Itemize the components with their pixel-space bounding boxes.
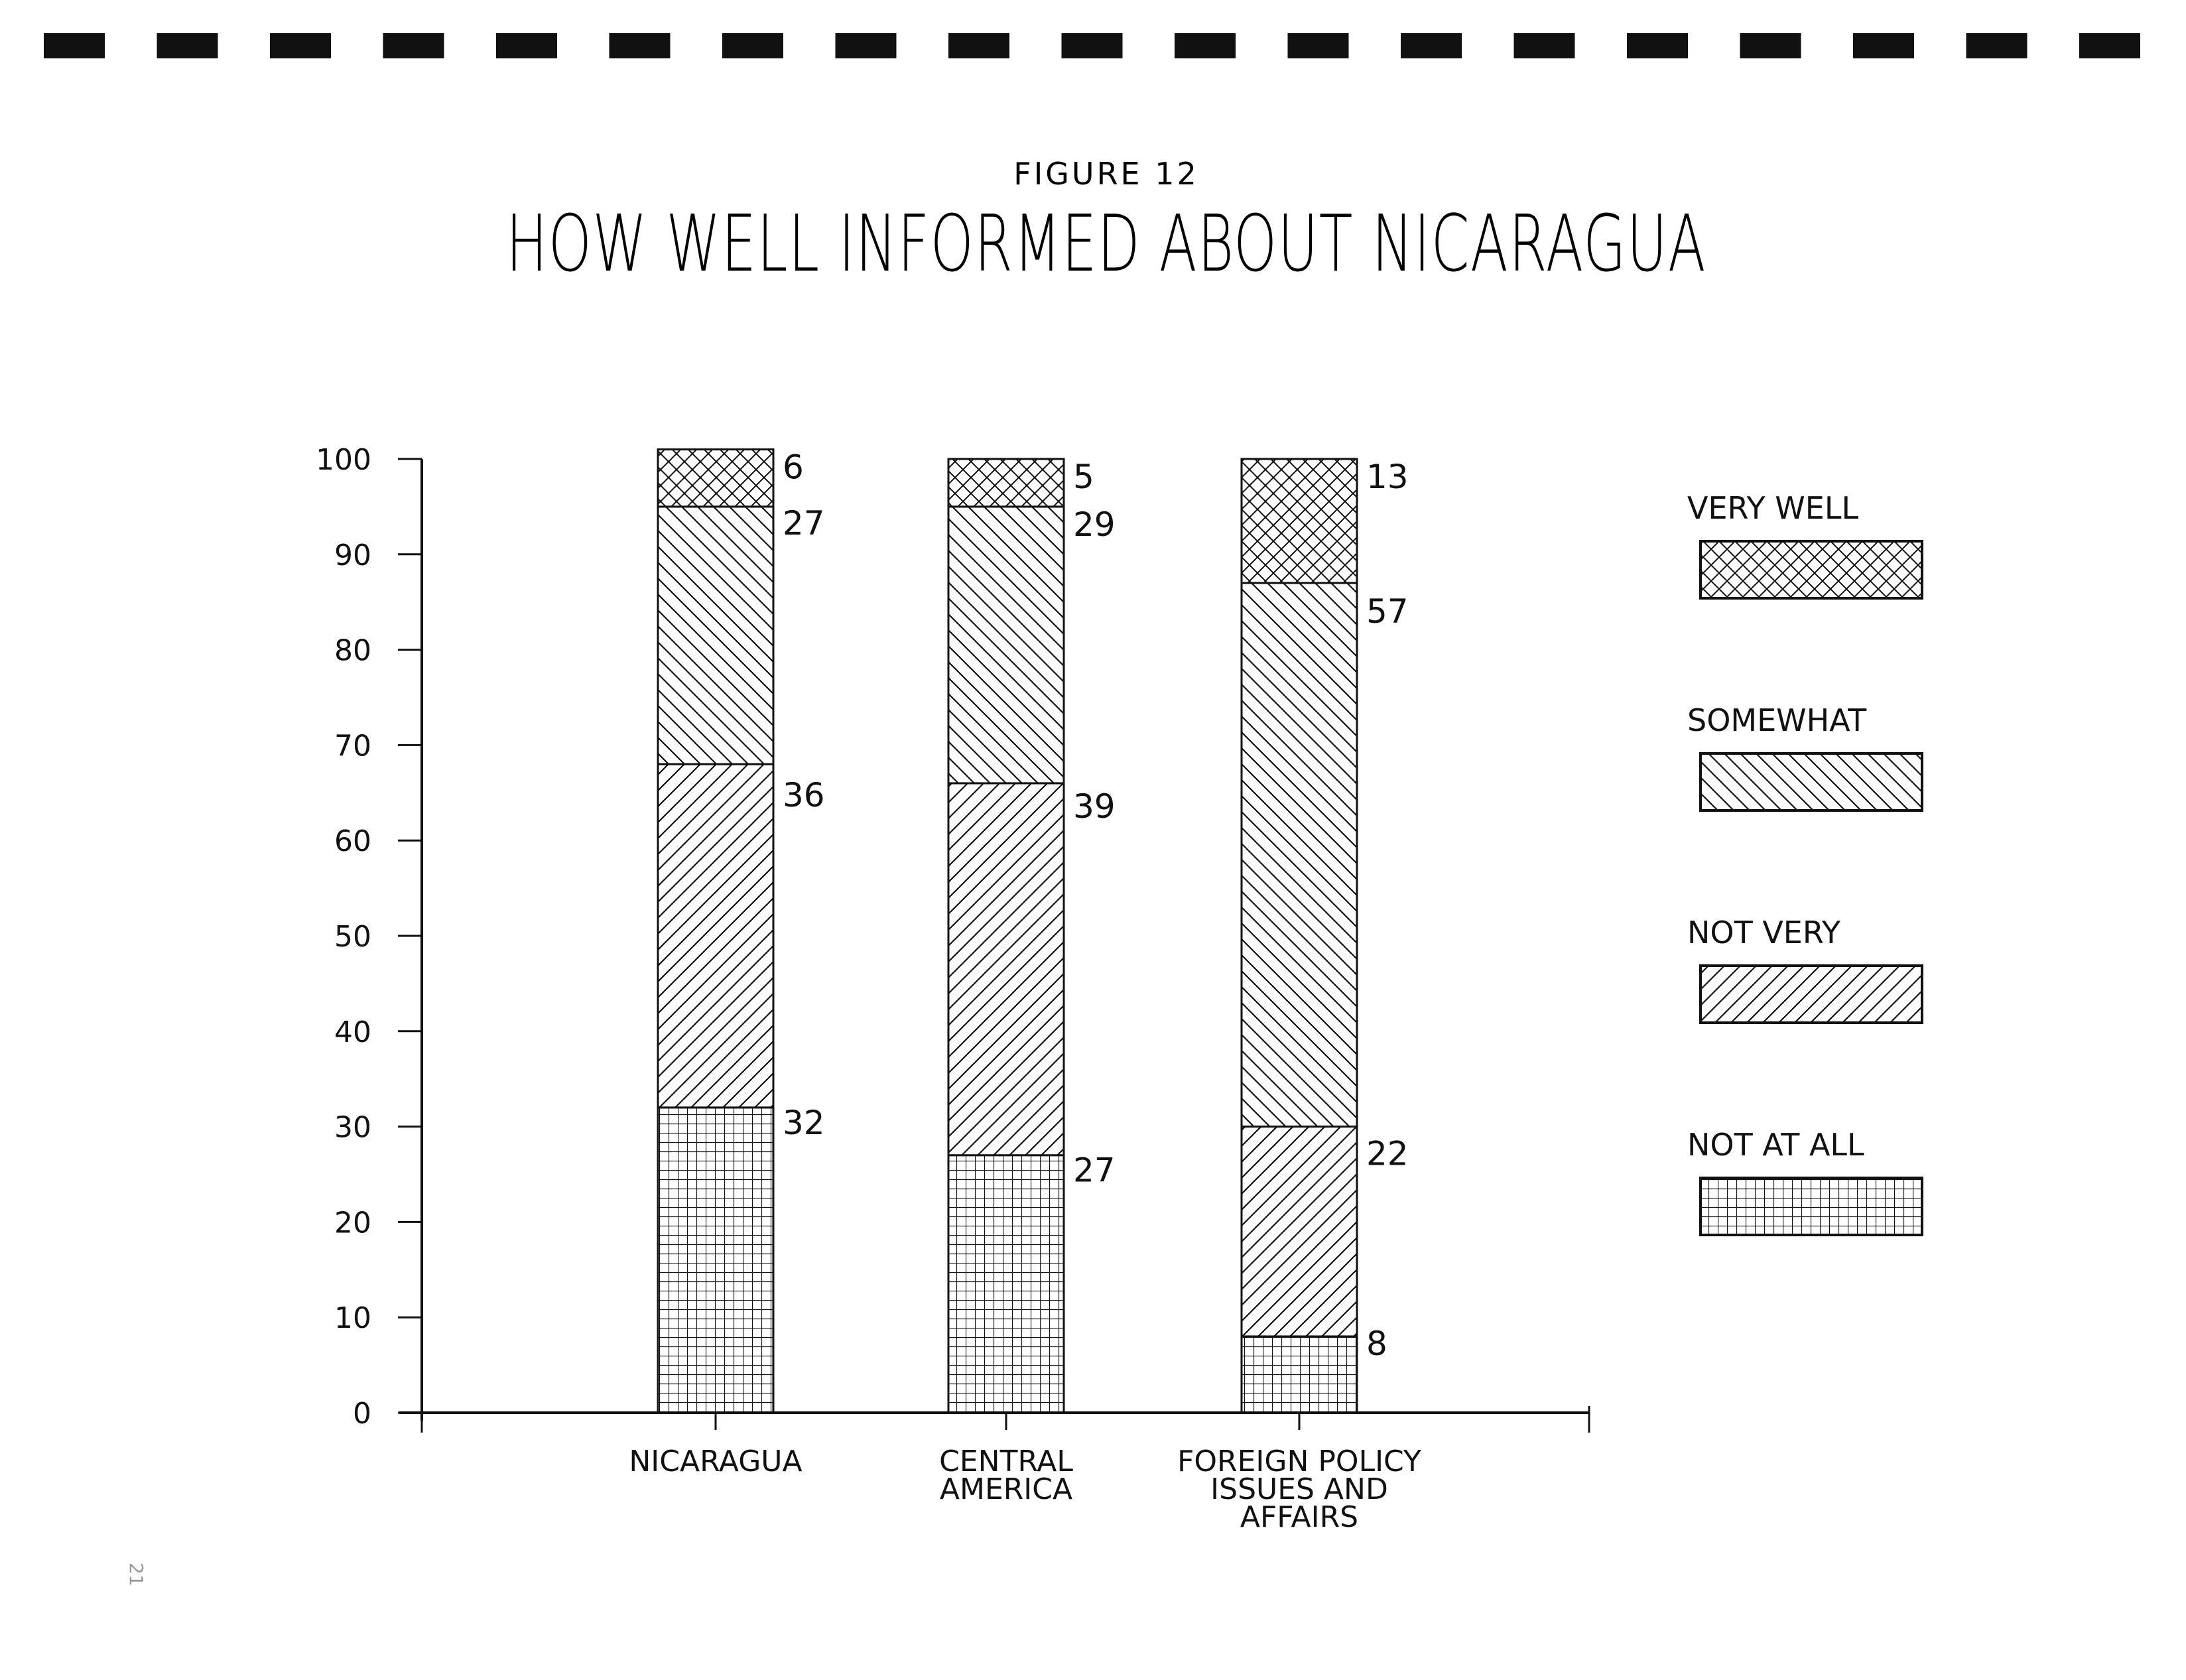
sprocket-hole <box>1627 33 1688 58</box>
bar-segment <box>948 459 1064 507</box>
value-label: 13 <box>1366 458 1409 496</box>
y-tick-label: 10 <box>334 1301 371 1336</box>
page-mark: 21 <box>125 1563 147 1586</box>
bar-segment <box>658 1108 773 1413</box>
sprocket-hole <box>496 33 557 58</box>
category-label: AMERICA <box>939 1472 1073 1506</box>
sprocket-hole <box>610 33 671 58</box>
legend-label: SOMEWHAT <box>1687 702 1867 738</box>
value-label: 27 <box>783 503 825 543</box>
value-label: 6 <box>783 448 804 487</box>
legend <box>1687 490 1922 1235</box>
bar-segment <box>1242 1127 1357 1336</box>
y-tick-label: 80 <box>334 633 371 668</box>
sprocket-hole <box>2079 33 2140 58</box>
bar-segment <box>658 764 773 1108</box>
bar-segment <box>1242 459 1357 583</box>
sprocket-hole <box>1288 33 1349 58</box>
category-label: AFFAIRS <box>1240 1500 1359 1534</box>
sprocket-hole <box>44 33 105 58</box>
sprocket-hole <box>157 33 218 58</box>
sprocket-hole <box>722 33 783 58</box>
legend-label: VERY WELL <box>1687 490 1859 526</box>
y-tick-label: 0 <box>353 1397 371 1431</box>
value-label: 57 <box>1366 592 1409 631</box>
value-label: 27 <box>1073 1151 1116 1190</box>
category-label: ISSUES AND <box>1210 1472 1388 1506</box>
value-label: 29 <box>1073 505 1116 544</box>
sprocket-hole <box>383 33 444 58</box>
y-tick-label: 60 <box>334 824 371 859</box>
y-tick-label: 50 <box>334 920 371 954</box>
category-label: NICARAGUA <box>629 1445 803 1478</box>
sprocket-hole <box>1514 33 1575 58</box>
y-tick-label: 100 <box>316 443 371 477</box>
category-label: FOREIGN POLICY <box>1177 1445 1421 1478</box>
legend-label: NOT AT ALL <box>1687 1127 1864 1163</box>
sprocket-hole <box>1401 33 1462 58</box>
y-tick-label: 40 <box>334 1015 371 1049</box>
legend-swatch <box>1701 1178 1922 1235</box>
sprocket-hole <box>1966 33 2027 58</box>
sprocket-hole <box>1062 33 1123 58</box>
bar-stacks <box>658 450 1357 1413</box>
bar-segment <box>948 783 1064 1155</box>
value-label: 22 <box>1366 1134 1409 1173</box>
value-label: 8 <box>1366 1324 1387 1363</box>
y-tick-label: 90 <box>334 538 371 572</box>
bar-segment <box>658 507 773 764</box>
bar-segment <box>1242 1336 1357 1413</box>
sprocket-hole <box>836 33 897 58</box>
value-label: 5 <box>1073 458 1094 496</box>
sprocket-hole <box>948 33 1009 58</box>
value-label: 39 <box>1073 787 1116 826</box>
y-tick-label: 20 <box>334 1206 371 1240</box>
sprocket-hole <box>1853 33 1914 58</box>
legend-label: NOT VERY <box>1687 915 1840 950</box>
category-label: CENTRAL <box>939 1445 1073 1478</box>
sprocket-hole <box>1175 33 1236 58</box>
sprocket-hole <box>270 33 331 58</box>
sprocket-hole <box>1740 33 1801 58</box>
bar-segment <box>948 1155 1064 1413</box>
y-tick-label: 30 <box>334 1110 371 1145</box>
bar-segment <box>948 507 1064 783</box>
figure-number: FIGURE 12 <box>1013 156 1199 192</box>
bar-segment <box>658 450 773 507</box>
legend-swatch <box>1701 541 1922 598</box>
printer-sprocket-strip <box>44 33 2140 58</box>
bar-segment <box>1242 583 1357 1127</box>
y-tick-label: 70 <box>334 729 371 763</box>
value-label: 32 <box>783 1103 825 1142</box>
legend-swatch <box>1701 753 1922 810</box>
value-label: 36 <box>783 776 825 815</box>
chart-title: HOW WELL INFORMED ABOUT NICARAGUA <box>506 198 1706 289</box>
legend-swatch <box>1701 966 1922 1023</box>
